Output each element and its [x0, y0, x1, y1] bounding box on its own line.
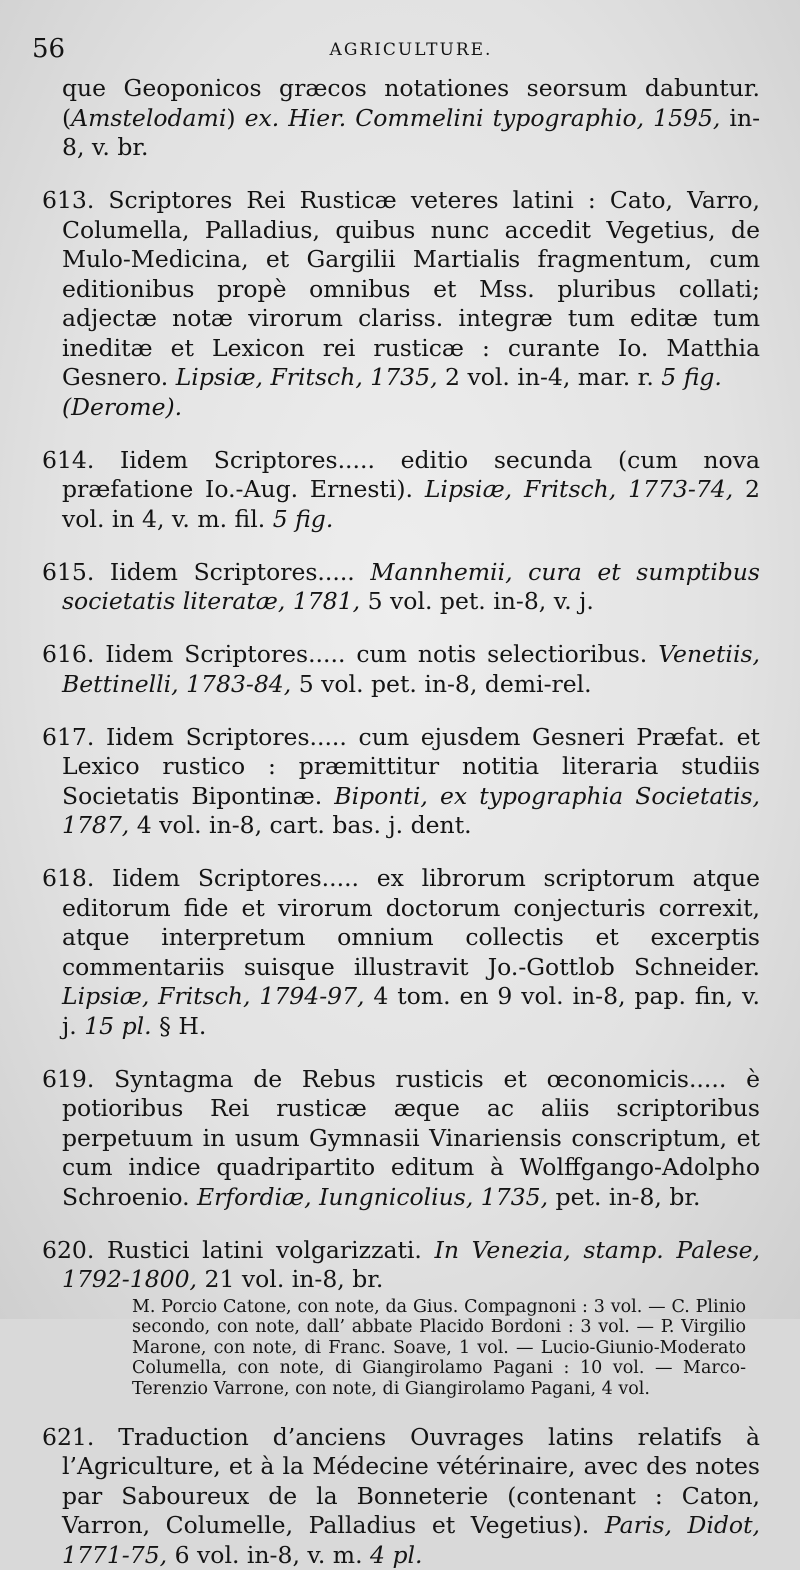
entry-number: 616.	[42, 640, 94, 668]
entry-613: 613. Scriptores Rei Rusticæ veteres latini : Cato, Varro, Columella, Palladius, quibus nunc accedit Vegetius, de Mulo-Medicina, et Gargilii Martialis fragmentum, cum editionibus propè omnibus et Mss. pluribus collati; adjectæ notæ virorum clariss. integræ tum editæ tum ineditæ et Lexicon rei rusticæ : curante Io. Matthia Gesnero. Lipsiæ, Fritsch, 1735, 2 vol. in-4, mar. r. 5 fig. (Derome).	[62, 186, 760, 422]
page-header	[62, 34, 760, 74]
entry-number: 621.	[42, 1423, 94, 1451]
entry-616: 616. Iidem Scriptores..... cum notis selectioribus. Venetiis, Bettinelli, 1783-84, 5 vol. pet. in-8, demi-rel.	[62, 640, 760, 699]
entry-continuation: que Geoponicos græcos notationes seorsum dabuntur. (Amstelodami) ex. Hier. Commelini typographio, 1595, in-8, v. br.	[62, 74, 760, 163]
entry-number: 617.	[42, 723, 94, 751]
entry-number: 618.	[42, 864, 94, 892]
entry-number: 615.	[42, 558, 94, 586]
entry-618: 618. Iidem Scriptores..... ex librorum scriptorum atque editorum fide et virorum doctorum conjecturis correxit, atque interpretum omnium collectis et excerptis commentariis suisque illustravit Jo.-Gottlob Schneider. Lipsiæ, Fritsch, 1794-97, 4 tom. en 9 vol. in-8, pap. fin, v. j. 15 pl. § H.	[62, 864, 760, 1041]
entry-number: 614.	[42, 446, 94, 474]
entry-number: 613.	[42, 186, 94, 214]
entry-614: 614. Iidem Scriptores..... editio secunda (cum nova præfatione Io.-Aug. Ernesti). Lipsiæ, Fritsch, 1773-74, 2 vol. in 4, v. m. fil. 5 fig.	[62, 446, 760, 535]
entry-620: 620. Rustici latini volgarizzati. In Venezia, stamp. Palese, 1792-1800, 21 vol. in-8, br.	[62, 1236, 760, 1295]
entry-number: 620.	[42, 1236, 94, 1264]
running-title: AGRICULTURE.	[62, 40, 760, 60]
entry-number: 619.	[42, 1065, 94, 1093]
page-number: 56	[32, 34, 65, 64]
entry-621: 621. Traduction d’anciens Ouvrages latins relatifs à l’Agriculture, et à la Médecine vétérinaire, avec des notes par Saboureux de la Bonneterie (contenant : Caton, Varron, Columelle, Palladius et Vegetius). Paris, Didot, 1771-75, 6 vol. in-8, v. m. 4 pl.	[62, 1423, 760, 1570]
entry-615: 615. Iidem Scriptores..... Mannhemii, cura et sumptibus societatis literatæ, 1781, 5 vol. pet. in-8, v. j.	[62, 558, 760, 617]
entry-617: 617. Iidem Scriptores..... cum ejusdem Gesneri Præfat. et Lexico rustico : præmittitur notitia literaria studiis Societatis Bipontinæ. Biponti, ex typographia Societatis, 1787, 4 vol. in-8, cart. bas. j. dent.	[62, 723, 760, 841]
entry-620-note: M. Porcio Catone, con note, da Gius. Compagnoni : 3 vol. — C. Plinio secondo, con note, dall’ abbate Placido Bordoni : 3 vol. — P. Virgilio Marone, con note, di Franc. Soave, 1 vol. — Lucio-Giunio-Moderato Columella, con note, di Giangirolamo Pagani : 10 vol. — Marco-Terenzio Varrone, con note, di Giangirolamo Pagani, 4 vol.	[132, 1297, 746, 1400]
entry-619: 619. Syntagma de Rebus rusticis et œconomicis..... è potioribus Rei rusticæ æque ac aliis scriptoribus perpetuum in usum Gymnasii Vinariensis conscriptum, et cum indice quadripartito editum à Wolffgango-Adolpho Schroenio. Erfordiæ, Iungnicolius, 1735, pet. in-8, br.	[62, 1065, 760, 1213]
